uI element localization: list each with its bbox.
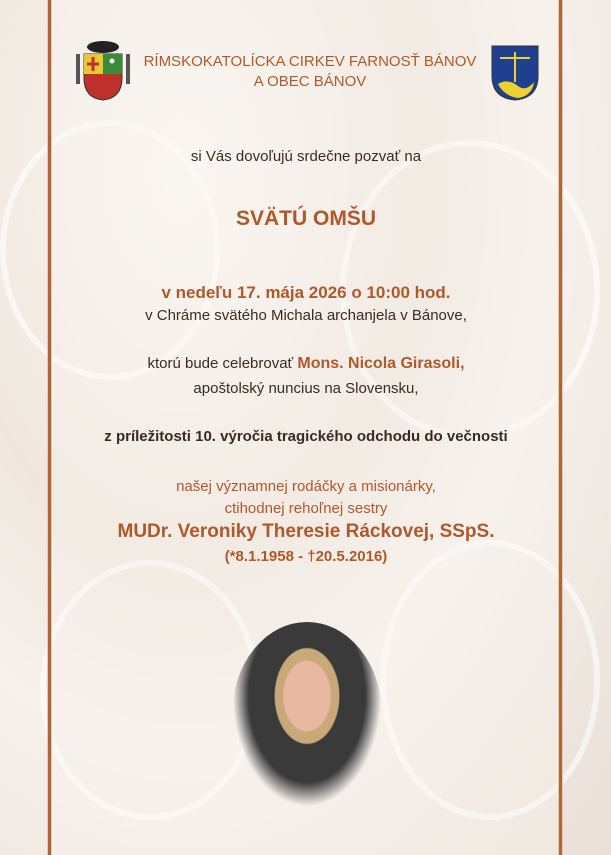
organizer-line-1: RÍMSKOKATOLÍCKA CIRKEV FARNOSŤ BÁNOV bbox=[143, 53, 477, 70]
parish-coat-of-arms-icon bbox=[72, 40, 134, 102]
occasion-text: z príležitosti 10. výročia tragického odchodu do večnosti bbox=[104, 428, 508, 445]
honoree-portrait bbox=[232, 622, 382, 807]
organizer-line-2: A OBEC BÁNOV bbox=[253, 73, 367, 90]
celebrant-line bbox=[52, 355, 560, 373]
event-title: SVÄTÚ OMŠU bbox=[235, 207, 376, 230]
description-line-1: našej významnej rodáčky a misionárky, bbox=[176, 478, 436, 495]
celebrant-prefix: ktorú bude celebrovať bbox=[147, 355, 298, 372]
municipality-coat-of-arms-icon bbox=[490, 44, 540, 102]
event-date: v nedeľu 17. mája 2026 o 10:00 hod. bbox=[161, 283, 451, 302]
organizers-heading bbox=[140, 52, 480, 92]
celebrant-name: Mons. Nicola Girasoli, bbox=[297, 355, 465, 372]
intro-text: si Vás dovoľujú srdečne pozvať na bbox=[190, 148, 422, 165]
honoree-name: MUDr. Veroniky Theresie Ráckovej, SSpS. bbox=[117, 521, 495, 542]
honoree-dates: (*8.1.1958 - †20.5.2016) bbox=[224, 548, 388, 565]
celebrant-role: apoštolský nuncius na Slovensku, bbox=[193, 380, 419, 397]
description-line-2: ctihodnej rehoľnej sestry bbox=[224, 500, 388, 517]
event-place: v Chráme svätého Michala archanjela v Bánove, bbox=[145, 307, 467, 324]
